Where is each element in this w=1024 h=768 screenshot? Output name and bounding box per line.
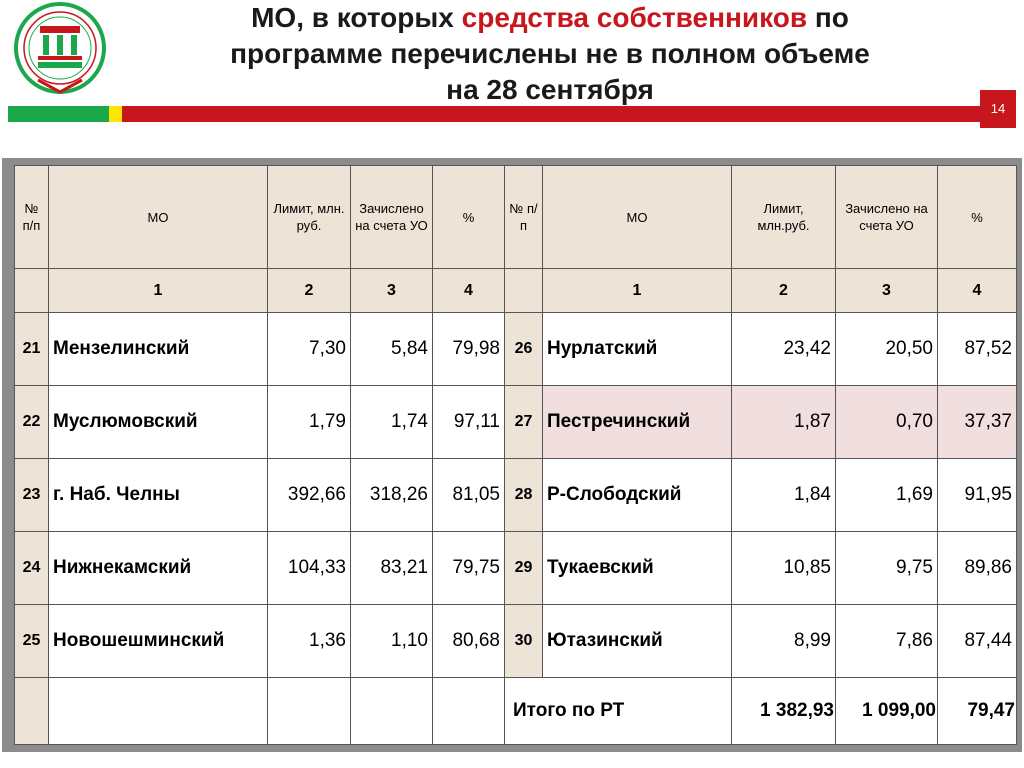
row-credited: 20,50 [836,313,938,386]
row-limit: 7,30 [268,313,351,386]
row-limit: 1,36 [268,605,351,678]
title-accent: средства собственников [461,2,808,33]
row-credited: 1,10 [351,605,433,678]
column-number-row [15,269,1017,313]
total-label: Итого по РТ [505,678,732,745]
row-limit: 392,66 [268,459,351,532]
stripe-yellow [109,106,122,122]
colnum-1-right: 1 [543,269,732,313]
header-mo-left: МО [49,166,268,269]
row-limit: 8,99 [732,605,836,678]
page-number: 14 [980,90,1016,128]
row-limit: 1,84 [732,459,836,532]
row-no: 28 [505,459,543,532]
row-no: 22 [15,386,49,459]
colnum-1-left: 1 [49,269,268,313]
total-empty-no [15,678,49,745]
row-credited: 5,84 [351,313,433,386]
row-mo: Муслюмовский [49,386,268,459]
row-credited: 1,74 [351,386,433,459]
row-pct: 91,95 [938,459,1017,532]
row-credited: 318,26 [351,459,433,532]
colnum-empty-left [15,269,49,313]
row-no: 24 [15,532,49,605]
colnum-3-right: 3 [836,269,938,313]
row-no: 25 [15,605,49,678]
row-pct: 79,75 [433,532,505,605]
header-credited-left: Зачислено на счета УО [351,166,433,269]
row-pct: 87,44 [938,605,1017,678]
table-row [15,386,1017,459]
row-credited: 7,86 [836,605,938,678]
row-mo: г. Наб. Челны [49,459,268,532]
header-limit-left: Лимит, млн. руб. [268,166,351,269]
row-pct: 79,98 [433,313,505,386]
header-pct-left: % [433,166,505,269]
colnum-3-left: 3 [351,269,433,313]
total-pct: 79,47 [938,678,1017,745]
table-row [15,459,1017,532]
row-credited-highlighted: 0,70 [836,386,938,459]
header-no-left: № п/п [15,166,49,269]
row-pct: 80,68 [433,605,505,678]
row-pct: 97,11 [433,386,505,459]
header-limit-right: Лимит, млн.руб. [732,166,836,269]
header-no-right: № п/п [505,166,543,269]
row-no: 30 [505,605,543,678]
row-mo: Нурлатский [543,313,732,386]
row-no: 26 [505,313,543,386]
total-empty-limit [268,678,351,745]
header-credited-right: Зачислено на счета УО [836,166,938,269]
row-credited: 9,75 [836,532,938,605]
ministry-logo [8,2,112,100]
total-limit: 1 382,93 [732,678,836,745]
row-mo-highlighted: Пестречинский [543,386,732,459]
stripe-red [122,106,980,122]
title-part1: МО, в которых [251,2,462,33]
row-limit: 104,33 [268,532,351,605]
slide-title [130,0,970,108]
row-pct: 87,52 [938,313,1017,386]
header-pct-right: % [938,166,1017,269]
row-mo: Ютазинский [543,605,732,678]
table-header-row [15,166,1017,269]
row-mo: Новошешминский [49,605,268,678]
title-part2: по [807,2,849,33]
row-mo: Р-Слободский [543,459,732,532]
row-limit: 10,85 [732,532,836,605]
row-no: 29 [505,532,543,605]
stripe-green [8,106,109,122]
title-line3: на 28 сентября [446,74,654,105]
colnum-2-left: 2 [268,269,351,313]
total-empty-credited [351,678,433,745]
title-line2: программе перечислены не в полном объеме [230,38,870,69]
row-pct: 81,05 [433,459,505,532]
row-mo: Мензелинский [49,313,268,386]
row-mo: Нижнекамский [49,532,268,605]
table-row [15,605,1017,678]
table-row [15,532,1017,605]
row-credited: 83,21 [351,532,433,605]
total-empty-mo [49,678,268,745]
colnum-empty-right [505,269,543,313]
row-no: 21 [15,313,49,386]
total-empty-pct [433,678,505,745]
colnum-2-right: 2 [732,269,836,313]
row-no: 23 [15,459,49,532]
header-mo-right: МО [543,166,732,269]
row-limit-highlighted: 1,87 [732,386,836,459]
row-pct: 89,86 [938,532,1017,605]
data-table [14,165,1017,745]
row-mo: Тукаевский [543,532,732,605]
total-credited: 1 099,00 [836,678,938,745]
colnum-4-left: 4 [433,269,505,313]
colnum-4-right: 4 [938,269,1017,313]
row-limit: 1,79 [268,386,351,459]
table-row [15,313,1017,386]
row-no: 27 [505,386,543,459]
row-credited: 1,69 [836,459,938,532]
row-limit: 23,42 [732,313,836,386]
row-pct-highlighted: 37,37 [938,386,1017,459]
total-row [15,678,1017,745]
